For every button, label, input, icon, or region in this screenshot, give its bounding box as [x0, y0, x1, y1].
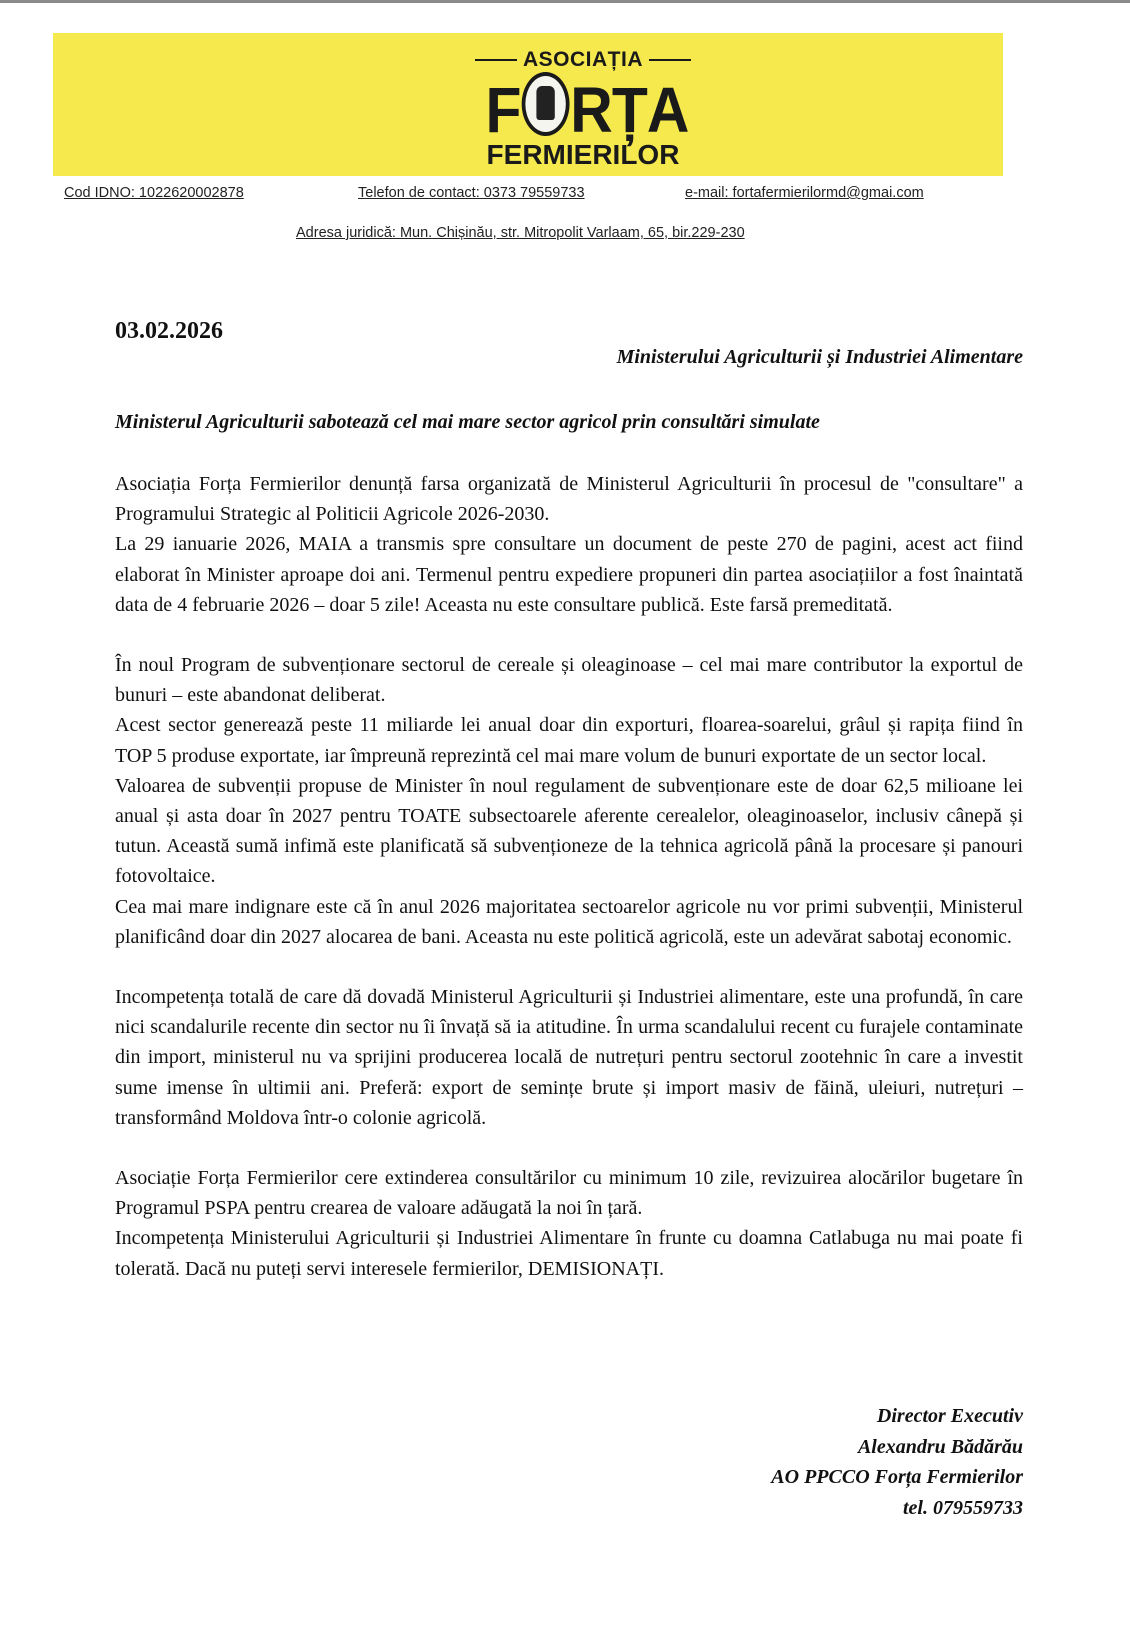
legal-address: Adresa juridică: Mun. Chișinău, str. Mitropolit Varlaam, 65, bir.229-230	[296, 225, 745, 241]
body-paragraph: Valoarea de subvenții propuse de Minister în noul regulament de subvenționare este de doar 62,5 milioane lei anual și asta doar în 2027 pentru TOATE subsectoarele aferente cerealelor, oleaginoaselor, inclusiv cânepă și tutun. Această sumă infimă este planificată să subvenționeze de la tehnica agricolă până la procesare și panouri fotovoltaice.	[115, 774, 1023, 888]
letterhead-banner	[53, 33, 1003, 176]
logo-dash-left	[475, 59, 517, 61]
logo-dash-right	[649, 59, 691, 61]
body-paragraph: În noul Program de subvenționare sectorul de cereale și oleaginoase – cel mai mare contributor la exportul de bunuri – este abandonat deliberat.	[115, 654, 1023, 707]
body-paragraph: Cea mai mare indignare este că în anul 2026 majoritatea sectoarelor agricole nu vor primi subvenții, Ministerul planificând doar din 2027 alocarea de bani. Aceasta nu este politică agricolă, este un adevărat sabotaj economic.	[115, 895, 1023, 948]
association-logo	[451, 46, 715, 171]
idno-code: Cod IDNO: 1022620002878	[64, 185, 244, 201]
signature-title: Director Executiv	[876, 1405, 1023, 1427]
page-top-border	[0, 0, 1130, 3]
body-paragraph: Asociație Forța Fermierilor cere extinderea consultărilor cu minimum 10 zile, revizuirea alocărilor bugetare în Programul PSPA pentru crearea de valoare adăugată la noi în țară.	[115, 1167, 1023, 1220]
signature-name: Alexandru Bădărău	[857, 1435, 1023, 1458]
letter-recipient: Ministerului Agriculturii și Industriei Alimentare	[616, 346, 1023, 368]
contact-phone: Telefon de contact: 0373 79559733	[358, 185, 585, 201]
letter-subject: Ministerul Agriculturii sabotează cel mai mare sector agricol prin consultări simulate	[115, 411, 820, 433]
logo-sub-word: FERMIERILOR	[486, 139, 680, 170]
signature-block	[771, 1401, 1023, 1523]
logo-top-line	[451, 48, 715, 72]
signature-phone: tel. 079559733	[903, 1496, 1023, 1519]
body-paragraph: Asociația Forța Fermierilor denunță farsa organizată de Ministerul Agriculturii în procesul de "consultare" a Programului Strategic al Politicii Agricole 2026-2030.	[115, 473, 1023, 526]
logo-main-letters-rta: RȚA	[570, 74, 689, 146]
contact-email[interactable]: e-mail: fortafermierilormd@gmai.com	[685, 185, 924, 201]
letter-body	[115, 469, 1023, 1284]
logo-main-letter-f: F	[485, 74, 521, 146]
body-paragraph: Incompetența Ministerului Agriculturii și Industriei Alimentare în frunte cu doamna Catlabuga nu mai poate fi tolerată. Dacă nu puteți servi interesele fermierilor, DEMISIONAȚI.	[115, 1227, 1023, 1280]
body-paragraph: Incompetența totală de care dă dovadă Ministerul Agriculturii și Industriei alimentare, este una profundă, în care nici scandalurile recente din sector nu îi învață să ia atitudine. În urma scandalului recent cu furajele contaminate din import, ministerul nu va sprijini producerea locală de nutrețuri pentru sectorul zootehnic în care a investit sume imense în ultimii ani. Preferă: export de semințe brute și import masiv de făină, uleiuri, nutrețuri – transformând Moldova într-o colonie agricolă.	[115, 986, 1023, 1129]
logo-main-word	[477, 72, 698, 146]
logo-top-word: ASOCIAȚIA	[523, 48, 643, 71]
body-paragraph: Acest sector generează peste 11 miliarde lei anual doar din exporturi, floarea-soarelui, grâul și rapița fiind în TOP 5 produse exportate, iar împreună reprezintă cel mai mare volum de bunuri exportate de un sector local.	[115, 714, 1023, 767]
body-paragraph: La 29 ianuarie 2026, MAIA a transmis spre consultare un document de peste 270 de pagini, acest act fiind elaborat în Minister aproape doi ani. Termenul pentru expediere propuneri din partea asociațiilor a fost înaintată data de 4 februarie 2026 – doar 5 zile! Aceasta nu este consultare publică. Este farsă premeditată.	[115, 533, 1023, 616]
raised-fist-icon	[521, 72, 569, 136]
letter-date: 03.02.2026	[115, 318, 223, 344]
signature-organization: AO PPCCO Forța Fermierilor	[771, 1466, 1023, 1488]
